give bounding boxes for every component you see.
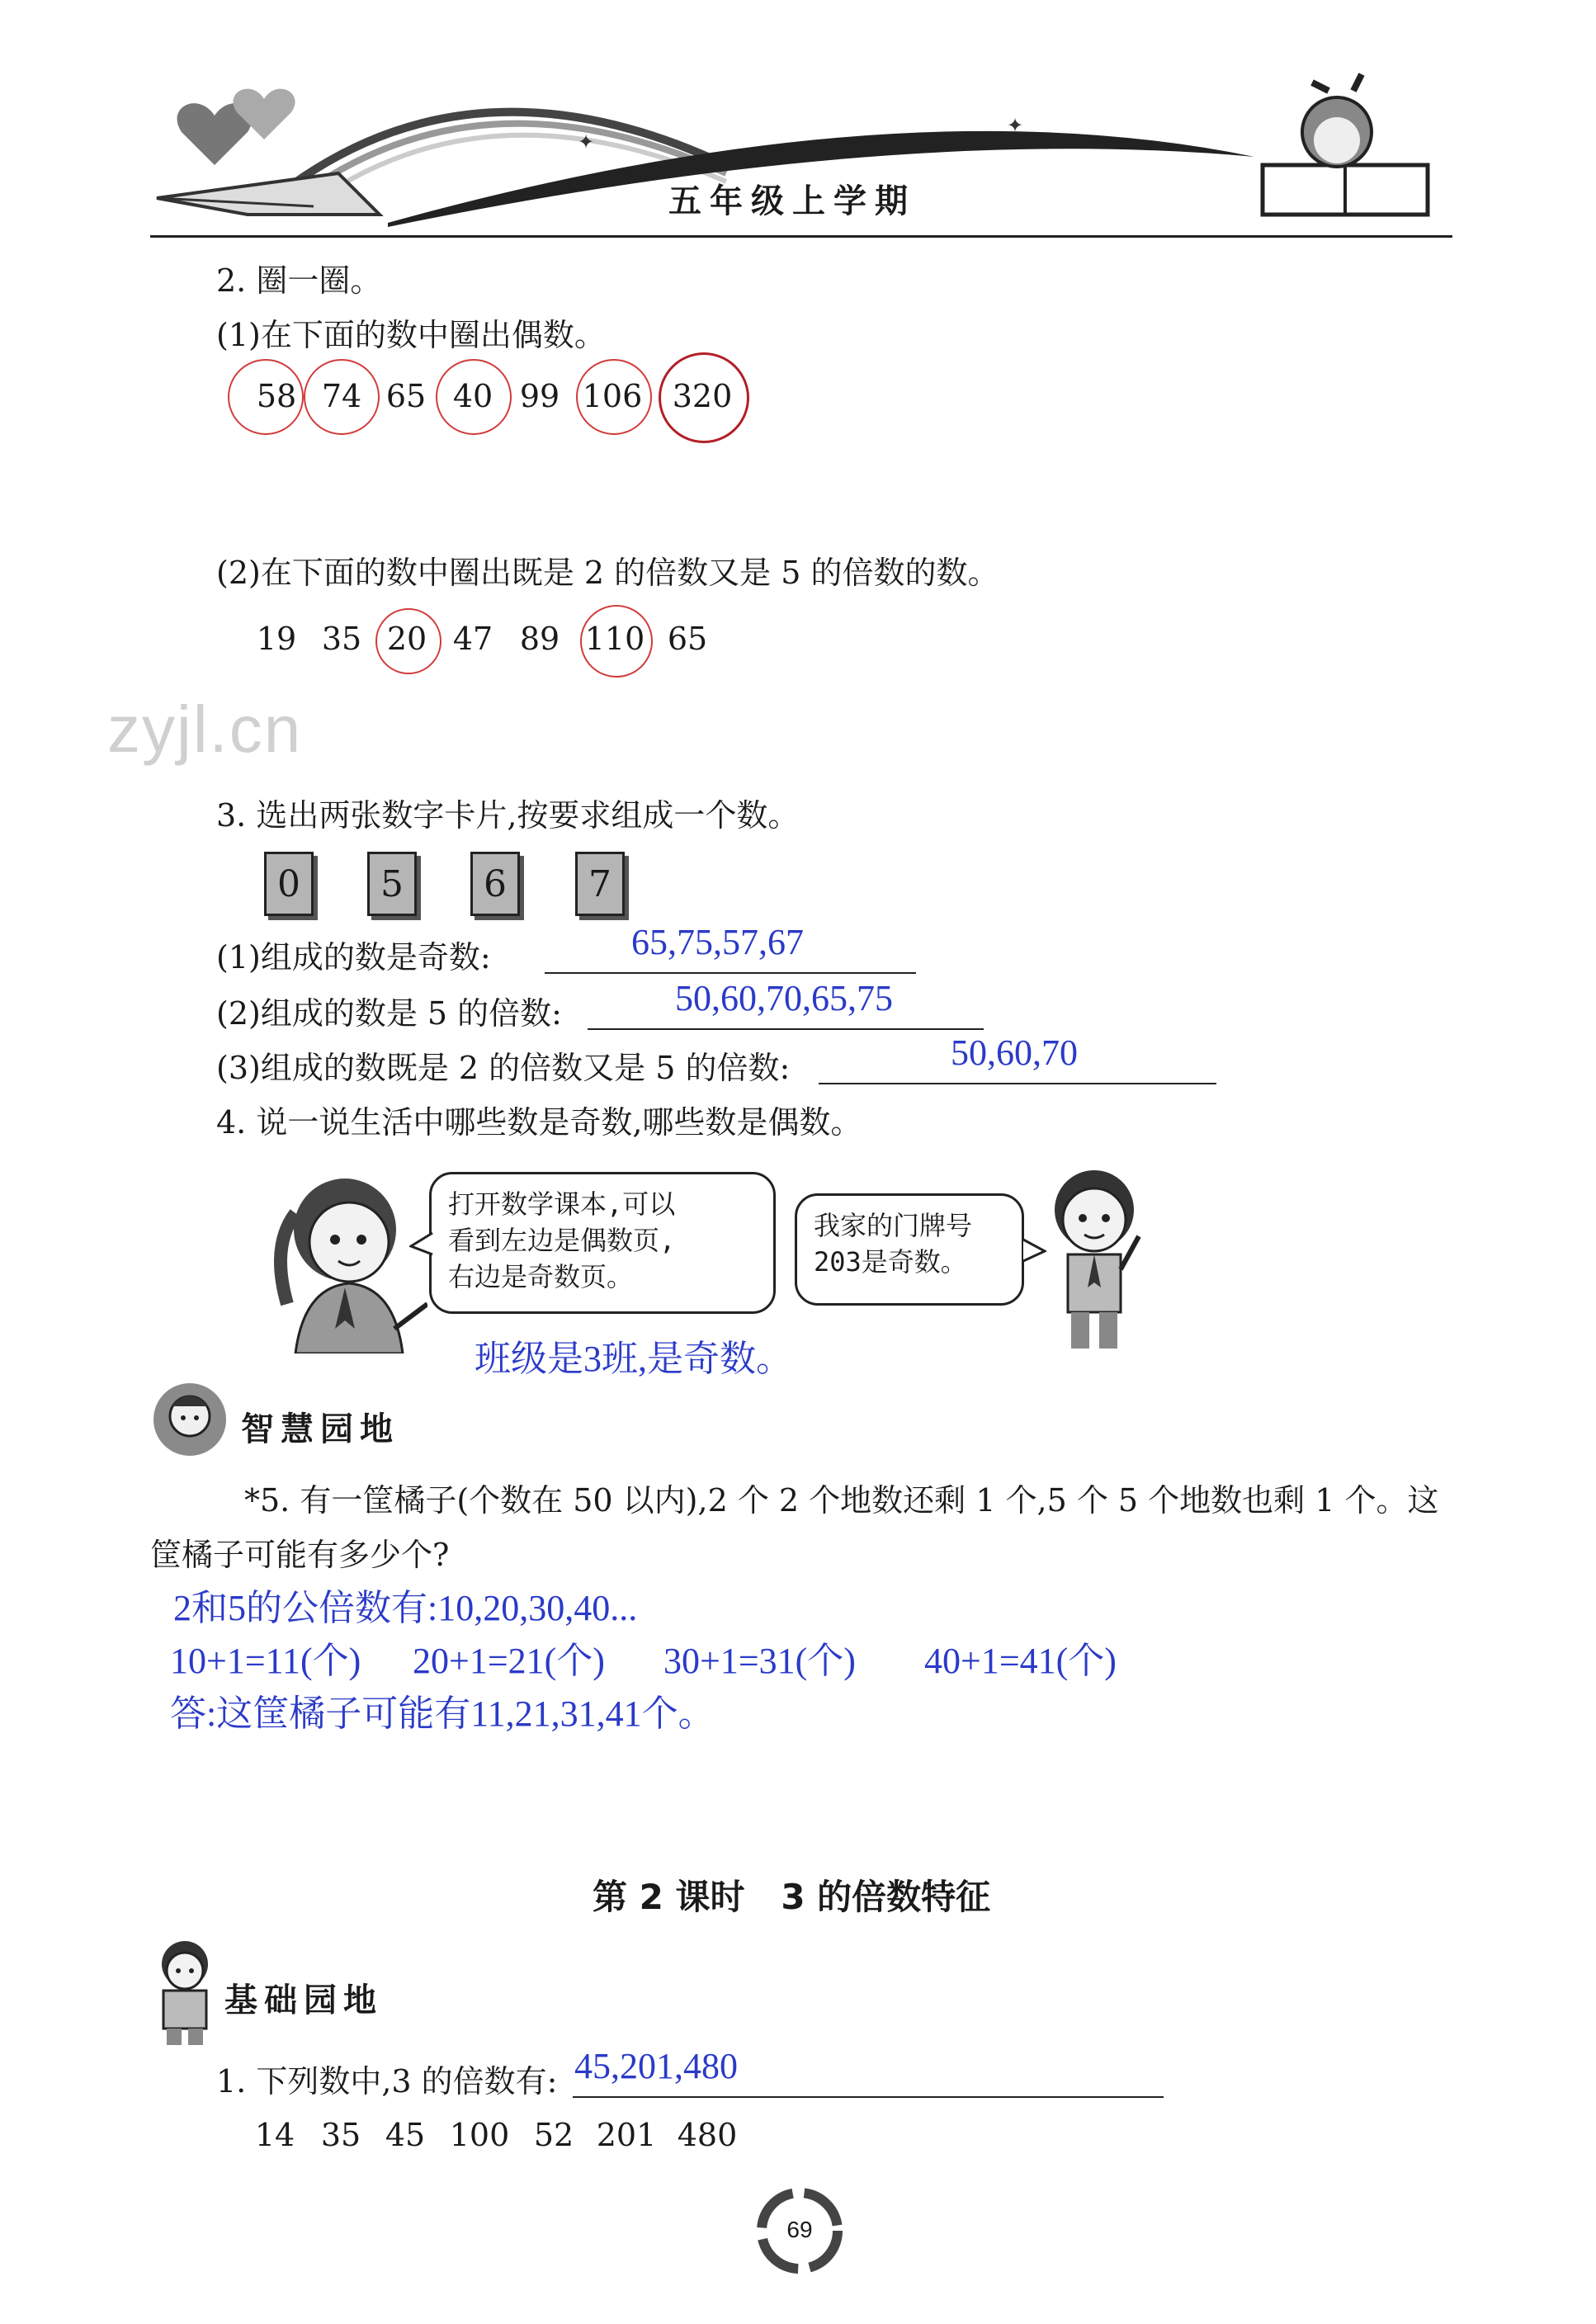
number-item: 65 xyxy=(385,378,427,414)
number-item: 201 xyxy=(596,2117,657,2153)
number-item: 320 xyxy=(672,378,733,414)
number-item: 99 xyxy=(519,378,560,414)
l2q1-answer: 45,201,480 xyxy=(574,2046,738,2086)
number-item: 52 xyxy=(533,2117,574,2153)
number-item: 47 xyxy=(452,621,493,657)
lesson-title: 第 2 课时 3 的倍数特征 xyxy=(593,1877,991,1917)
wisdom-section-icon xyxy=(149,1377,231,1459)
number-item: 89 xyxy=(519,621,560,657)
number-item: 35 xyxy=(320,2117,361,2153)
header-rule xyxy=(150,235,1452,238)
girl-illustration xyxy=(262,1164,427,1353)
number-item: 480 xyxy=(677,2117,738,2153)
q3-part2-label: (2)组成的数是 5 的倍数: xyxy=(216,995,562,1032)
number-item: 74 xyxy=(321,378,362,414)
bubble-line: 我家的门牌号 xyxy=(814,1210,973,1241)
q3-part1-answer: 65,75,57,67 xyxy=(631,922,804,962)
q2-title: 2. 圈一圈。 xyxy=(216,262,382,299)
q5-answer-final: 答:这筐橘子可能有11,21,31,41个。 xyxy=(170,1693,715,1734)
q3-part1-label: (1)组成的数是奇数: xyxy=(216,939,491,975)
number-item: 35 xyxy=(321,621,362,657)
number-item: 65 xyxy=(667,621,708,657)
bubble-line: 203是奇数。 xyxy=(814,1246,967,1278)
number-item: 110 xyxy=(584,621,645,657)
q3-part3-answer: 50,60,70 xyxy=(951,1032,1078,1073)
number-item: 106 xyxy=(582,378,643,414)
l2q1-label: 1. 下列数中,3 的倍数有: xyxy=(216,2063,558,2100)
header-banner xyxy=(149,50,1452,239)
q4-answer: 班级是3班,是奇数。 xyxy=(475,1339,792,1379)
q5-answer-calc: 30+1=31(个) xyxy=(663,1641,856,1681)
digit-card: 7 xyxy=(575,852,625,916)
q3-part3-label: (3)组成的数既是 2 的倍数又是 5 的倍数: xyxy=(216,1050,791,1086)
basic-section-title: 基础园地 xyxy=(224,1982,383,2019)
q4-title: 4. 说一说生活中哪些数是奇数,哪些数是偶数。 xyxy=(216,1104,862,1141)
answer-blank xyxy=(588,1028,984,1030)
answer-blank xyxy=(545,972,916,974)
q2-part2-prompt: (2)在下面的数中圈出既是 2 的倍数又是 5 的倍数的数。 xyxy=(216,555,999,591)
basic-section-icon xyxy=(152,1939,218,2047)
answer-blank xyxy=(819,1083,1216,1084)
number-item: 58 xyxy=(256,378,297,414)
header-title: 五年级上学期 xyxy=(668,182,916,220)
q5-answer-calc: 10+1=11(个) xyxy=(170,1641,361,1681)
boy-illustration xyxy=(1036,1162,1152,1352)
bubble-line: 看到左边是偶数页, xyxy=(448,1225,676,1256)
q5-text-line1: *5. 有一筐橘子(个数在 50 以内),2 个 2 个地数还剩 1 个,5 个 5 个地数也剩 1 个。这 xyxy=(244,1482,1439,1519)
bubble-line: 右边是奇数页。 xyxy=(448,1261,634,1292)
q5-text-line2: 筐橘子可能有多少个? xyxy=(150,1537,450,1573)
number-item: 45 xyxy=(385,2117,426,2153)
q5-answer-calc: 20+1=21(个) xyxy=(413,1641,605,1681)
number-item: 19 xyxy=(256,621,297,657)
q5-answer-line1: 2和5的公倍数有:10,20,30,40... xyxy=(173,1588,638,1628)
q5-answer-calc: 40+1=41(个) xyxy=(924,1641,1117,1681)
digit-card: 5 xyxy=(367,852,417,916)
number-item: 20 xyxy=(386,621,427,657)
watermark: zyjl.cn xyxy=(107,692,303,766)
number-item: 40 xyxy=(452,378,493,414)
bubble-line: 打开数学课本,可以 xyxy=(448,1188,676,1220)
svg-text:✦: ✦ xyxy=(1007,114,1024,137)
answer-blank xyxy=(573,2096,1164,2098)
q3-title: 3. 选出两张数字卡片,按要求组成一个数。 xyxy=(216,797,800,834)
number-item: 14 xyxy=(254,2117,295,2153)
speech-bubble-right xyxy=(795,1193,1024,1306)
bubble-tail xyxy=(409,1231,434,1256)
q2-part1-prompt: (1)在下面的数中圈出偶数。 xyxy=(216,317,606,353)
page-number: 69 xyxy=(786,2217,813,2242)
digit-card: 6 xyxy=(470,852,520,916)
number-item: 100 xyxy=(449,2117,510,2153)
svg-text:✦: ✦ xyxy=(578,130,595,154)
q3-part2-answer: 50,60,70,65,75 xyxy=(675,978,893,1018)
digit-card: 0 xyxy=(264,852,314,916)
speech-bubble-left xyxy=(429,1172,776,1314)
wisdom-section-title: 智慧园地 xyxy=(241,1410,399,1448)
